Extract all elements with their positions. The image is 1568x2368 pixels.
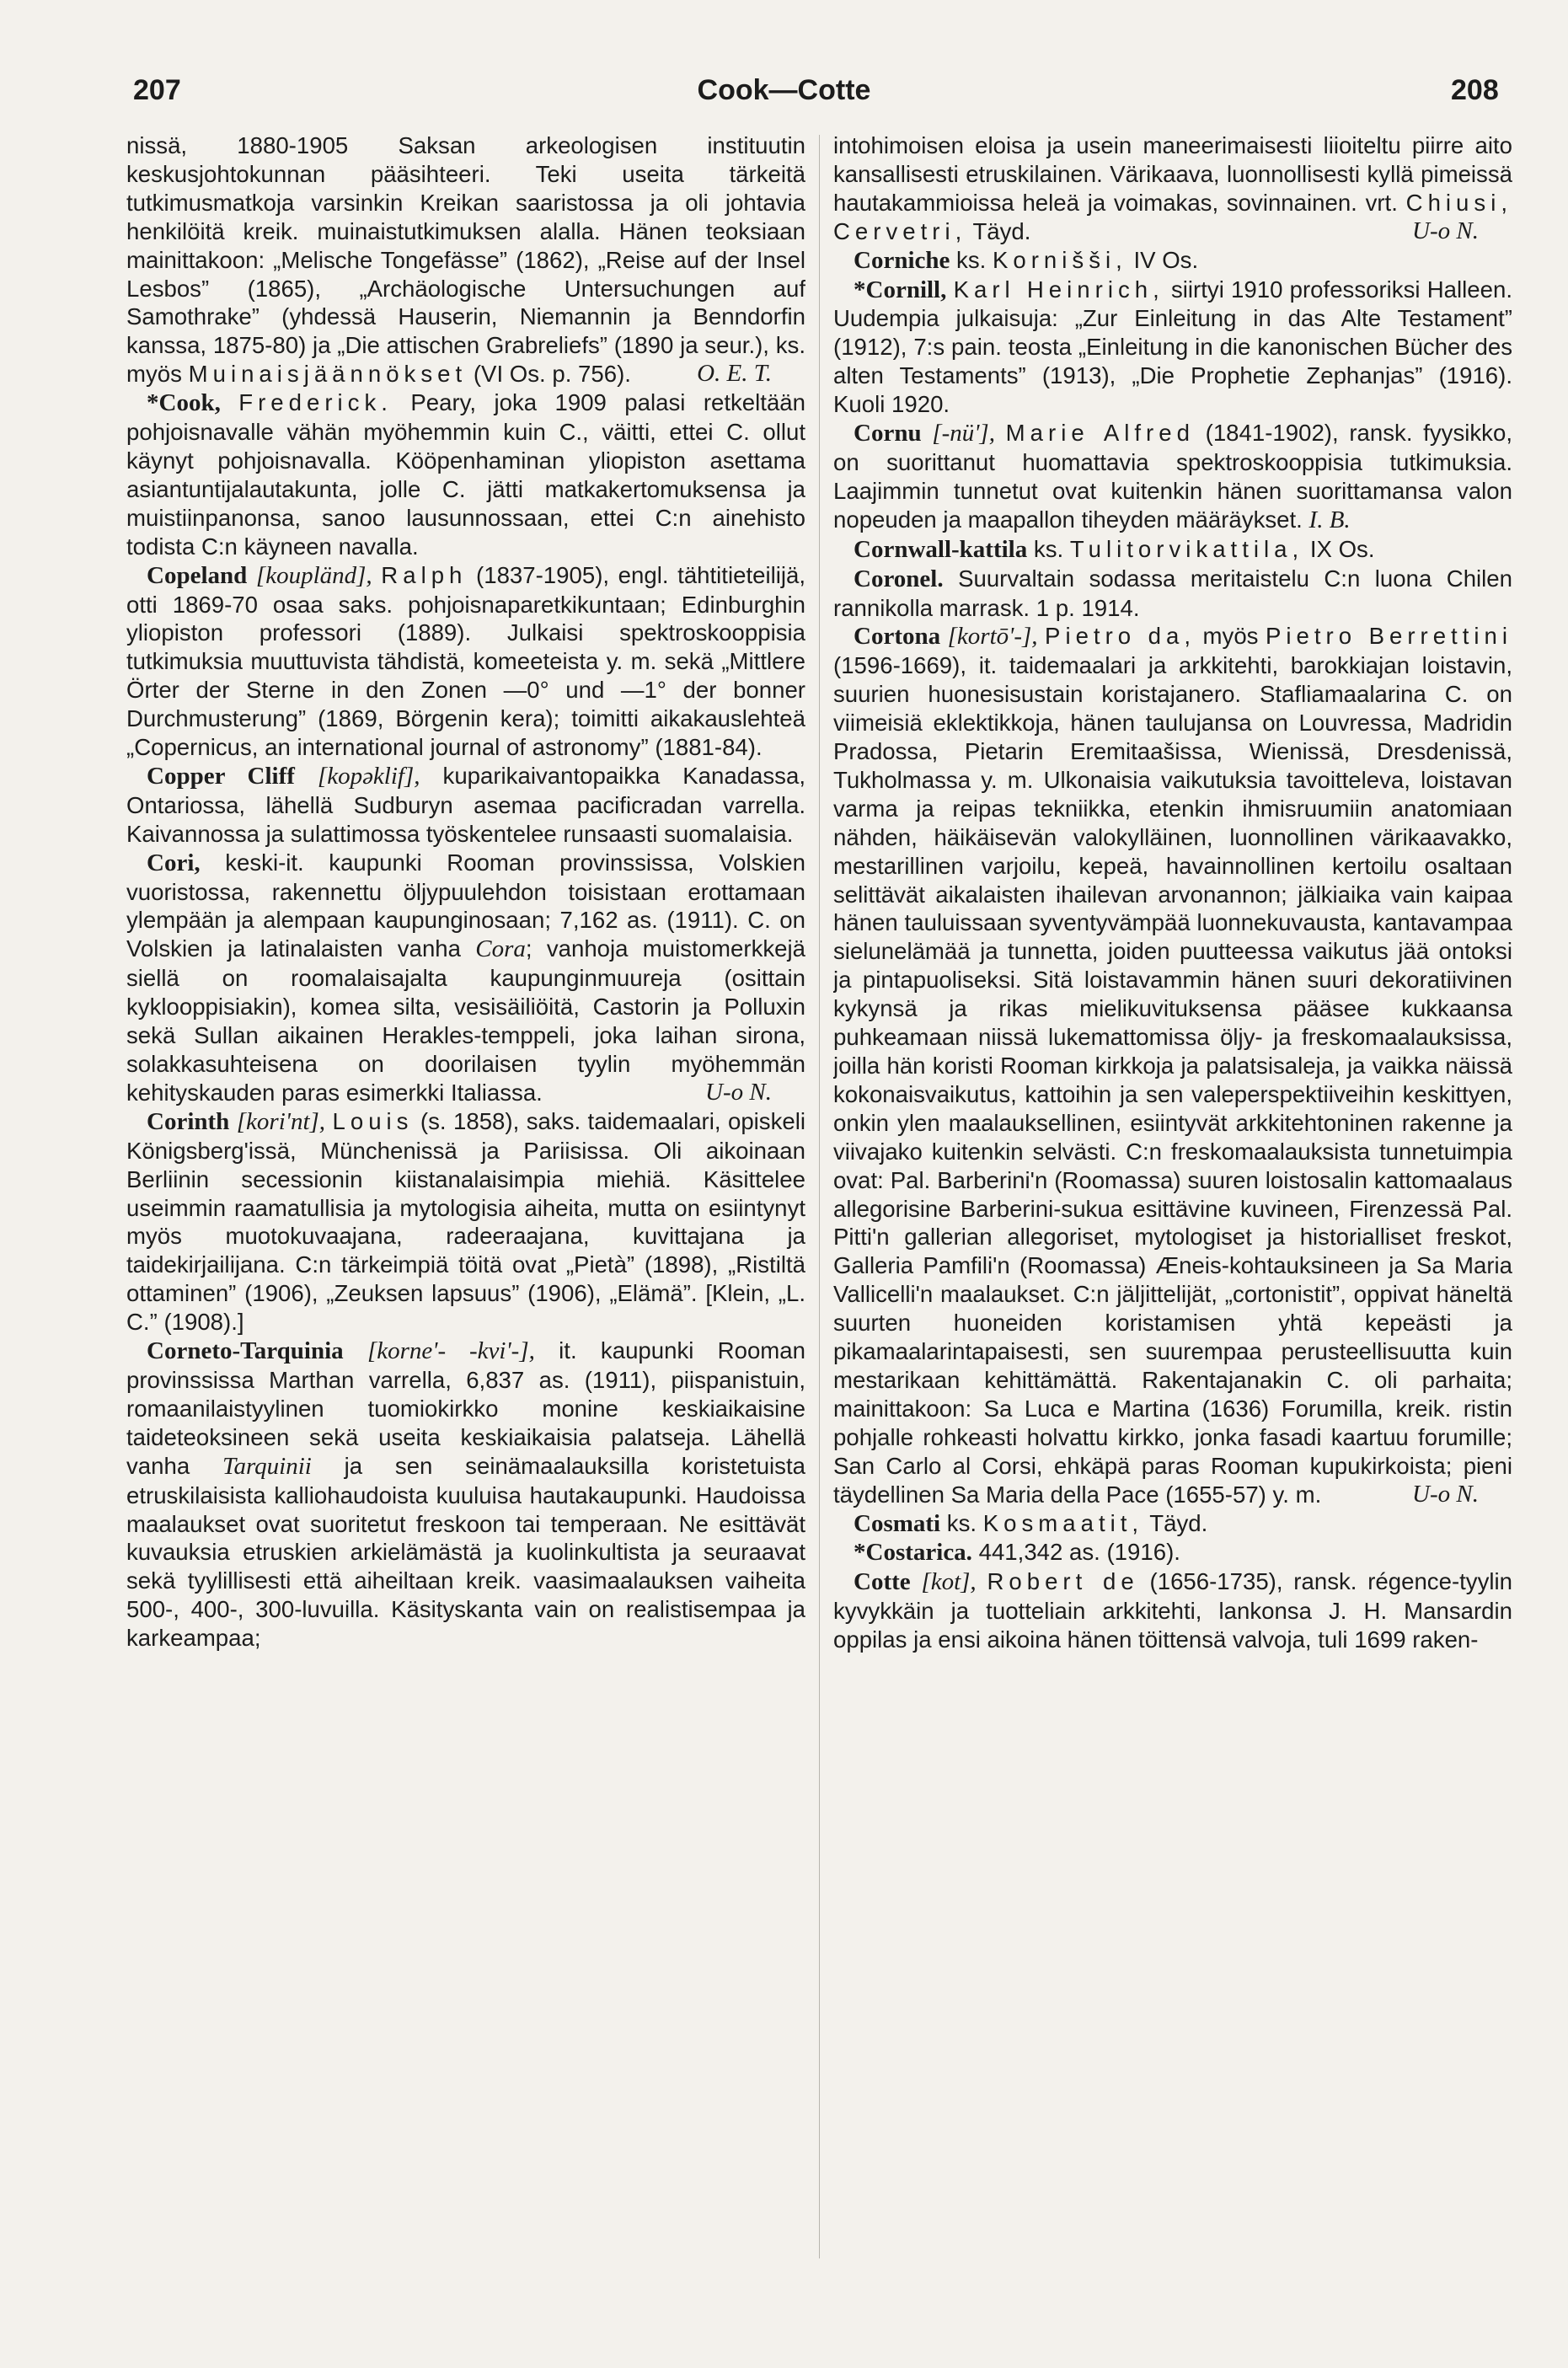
entry-cori: Cori, keski-it. kaupunki Rooman provinssissa, Volskien vuoristossa, rakennettu öljypuulehdon toisistaan erottamaan ylempään ja alempaan kaupunginosaan; 7,162 as. (1911). C. on Volskien ja latinalaisten vanha Cora; vanhoja muistomerkkejä siellä on roomalaisajalta kaupunginmuureja (osittain kyklooppisiakin), komea silta, vesisäiliöitä, Castorin ja Polluxin sekä Sullan aikainen Herakles-temppeli, joka laihan sirona, solakkasuhteisena on doorilaisen tyylin myöhemmän kehityskauden paras esimerkki Italiassa. U-o N. <box>126 849 805 1106</box>
entry-cotte: Cotte [kot], Robert de (1656-1735), ransk. régence-tyylin kyvykkäin ja tuotteliain arkkitehti, lankonsa J. H. Mansardin oppilas ja ensi aikoina hänen töittensä valvoja, tuli 1699 raken- <box>833 1568 1512 1653</box>
headword: Copeland <box>147 561 248 589</box>
headword: Cori, <box>147 849 201 876</box>
entry-copper-cliff: Copper Cliff [kopəklif], kuparikaivantopaikka Kanadassa, Ontariossa, lähellä Sudburyn asemaa pacificradan varrella. Kaivannossa ja sulattimossa työskentelee runsaasti suomalaisia. <box>126 762 805 847</box>
headword: Cortona <box>854 623 941 651</box>
entry-cornu: Cornu [-nü'], Marie Alfred (1841-1902), ransk. fyysikko, on suorittanut huomattavia spektroskooppisia tutkimuksia. Laajimmin tunnetut ovat kuitenkin hänen suorittamansa valon nopeuden ja maapallon tiheyden määräykset. I. B. <box>833 420 1512 533</box>
headword: Cornwall-kattila <box>854 535 1028 563</box>
author-signature: U-o N. <box>1412 1480 1479 1508</box>
entry-coronel: Coronel. Suurvaltain sodassa meritaistelu C:n luona Chilen rannikolla marrask. 1 p. 1914. <box>833 565 1512 621</box>
entry-corneto-tarquinia: Corneto-Tarquinia [korne'- -kvi'-], it. kaupunki Rooman provinssissa Marthan varrella, 6,837 as. (1911), piispanistuin, romaanilaistyylinen tuomiokirkko monine keskiaikaisine taideteoksineen sekä useita keskiaikaisia palatseja. Lähellä vanha Tarquinii ja sen seinämaalauksilla koristetuista etruskilaisista kalliohaudoista kuuluisa hautakaupunki. Haudoissa maalaukset ovat suoritetut freskoon tai temperaan. Ne esittävät kuvauksia etruskien arkielämästä ja kuolinkultista ja seuraavat sekä tyylillisesti että aiheiltaan kreik. vaasimaalauksen vaiheita 500-, 400-, 300-luvuilla. Käsityskanta vain on realistisempaa ja karkeampaa; <box>126 1337 805 1652</box>
headword: Cosmati <box>854 1509 941 1537</box>
entry-conze-continued: nissä, 1880-1905 Saksan arkeologisen instituutin keskusjohtokunnan pääsihteeri. Teki useita tärkeitä tutkimusmatkoja varsinkin Kreikan saaristossa ja oli johtavia henkilöitä kreik. muinaistutkimuksen alalla. Hänen teoksiaan mainittakoon: „Melische Tongefässe” (1862), „Reise auf der Insel Lesbos” (1865), „Archäologische Untersuchungen auf Samothrake” (yhdessä Hauserin, Niemannin ja Benndorfin kanssa, 1875-80) ja „Die attischen Grabreliefs” (1890 ja seur.), ks. myös Muinaisjäännökset (VI Os. p. 756). O. E. T. <box>126 132 805 388</box>
page-number-right: 208 <box>1451 74 1499 106</box>
headword: Coronel. <box>854 565 944 592</box>
headword: *Cornill, <box>854 276 947 303</box>
column-divider <box>819 135 820 2258</box>
entry-cook: *Cook, Frederick. Peary, joka 1909 palasi retkeltään pohjoisnavalle vähän myöhemmin kuin C., väitti, ettei C. ollut käynyt pohjoisnavalla. Kööpenhaminan yliopiston asettama asiantuntijalautakunta, jolle C. jätti matkakertomuksensa ja muistiinpanonsa, sanoo lausunnossaan, ettei C:n ainehisto todista C:n käyneen navalla. <box>126 389 805 560</box>
headword: *Costarica. <box>854 1539 972 1567</box>
entry-cornwall-kattila: Cornwall-kattila ks. Tulitorvikattila, IX Os. <box>854 535 1375 563</box>
entry-corneto-continued: intohimoisen eloisa ja usein maneerimaisesti liioiteltu piirre aito kansallisesti etruskilainen. Värikaava, luonnollisesti kyllä pimeissä hautakammioissa heleä ja voimakas, sovinnainen. vrt. Chiusi, Cervetri, Täyd. U-o N. <box>833 132 1512 244</box>
author-signature: O. E. T. <box>697 360 772 388</box>
author-signature: I. B. <box>1308 506 1351 533</box>
left-column <box>126 131 805 2289</box>
entry-cortona: Cortona [kortō'-], Pietro da, myös Pietro Berrettini (1596-1669), it. taidemaalari ja arkkitehti, barokkiajan loistavin, suurien huonesisustain koristajanero. Stafliamaalarina C. on viimeisiä eklektikkoja, hänen taulujansa on Louvressa, Madridin Pradossa, Pietarin Eremitaašissa, Wienissä, Dresdenissä, Tukholmassa y. m. Ulkonaisia vaikutuksia tavoitteleva, loistavan varma ja reipas tekniikka, etenkin ihmisruumiin anatomiaan nähden, häikäisevän valokylläinen, luonnollinen värikaavakko, mestarillinen varjoilu, kepeä, havainnollinen kertoilu osaltaan selittävät aikalaisten ihailevan arvonannon; jälkiaika vain kaipaa hänen tauluissaan syventyvämpää luonnekuvausta, kantavampaa sielunelämää ja tunnetta, joiden puutteessa vaikutus jää ontoksi ja pintapuoliseksi. Sitä loistavammin hänen suuri dekoratiivinen kykynsä ja rikas mielikuvituksensa pääsee kukkaansa puhkeamaan niissä lukemattomissa öljy- ja freskomaalauksissa, joilla hän koristi Rooman kirkkoja ja palatsisaleja, ja vaikka näissä kokonaisvaikutus, kattoihin ja sen valeperspektiiveihin keskittyen, onkin ylen maalauksellinen, esiintyvät arkkitehtoninen rakenne ja viivajako kuitenkin selvästi. C:n freskomaalauksista tunnetuimpia ovat: Pal. Barberini'n (Roomassa) suuren loistosalin kattomaalaus allegorisine Barberini-sukua esittävine kuvineen, Firenzessä Pal. Pitti'n gallerian allegoriset, mytologiset ja historialliset freskot, Galleria Pamfili'n (Roomassa) Æneis-kohtauksineen ja Sa Maria Vallicelli'n maalaukset. C:n jäljittelijät, „cortonistit”, oppivat häneltä suurten huoneiden koristamisen yhtä kepeästi ja pikamaalarintapaisesti, sen suurempaa perusteellisuutta kuin mestarikaan kehittämättä. Rakentajanakin C. oli parhaita; mainittakoon: Sa Luca e Martina (1636) Forumilla, kreik. ristin pohjalle rohkeasti holvattu kirkko, jonka fasadi kaartuu forumille; San Carlo al Corsi, ehkäpä paras Rooman kupukirkoista; pieni täydellinen Sa Maria della Pace (1655-57) y. m. U-o N. <box>833 623 1512 1508</box>
headword: *Cook, <box>147 389 221 417</box>
author-signature: U-o N. <box>705 1078 772 1106</box>
entry-corniche: Corniche ks. Kornišši, IV Os. <box>854 246 1199 274</box>
headword: Cornu <box>854 420 922 447</box>
running-head: Cook—Cotte <box>697 74 871 106</box>
headword: Corinth <box>147 1107 230 1135</box>
entry-copeland: Copeland [koupländ], Ralph (1837-1905), engl. tähtitieteilijä, otti 1869-70 osaa saks. pohjoisnaparetkikuntaan; Edinburghin yliopiston professori (1889). Julkaisi spektroskooppisia tutkimuksia muuttuvista tähdistä, komeeteista y. m. sekä „Mittlere Örter der Sterne in den Zonen —0° und —1° der bonner Durchmusterung” (1869, Börgenin kera); toimitti aikakauslehteä „Copernicus, an international journal of astronomy” (1881-84). <box>126 561 805 761</box>
entry-cosmati: Cosmati ks. Kosmaatit, Täyd. <box>854 1509 1208 1537</box>
headword: Cotte <box>854 1568 911 1596</box>
page-number-left: 207 <box>133 74 181 106</box>
entry-corinth: Corinth [kori'nt], Louis (s. 1858), saks. taidemaalari, opiskeli Königsberg'issä, Münchenissä ja Pariisissa. Oli aikoinaan Berliinin secessionin kiistanalaisimpia miehiä. Käsittelee useimmin raamatullisia ja mytologisia aiheita, mutta on esiintynyt myös muotokuvaajana, radeeraajana, kuvittajana ja taidekirjailijana. C:n tärkeimpiä töitä ovat „Pietà” (1898), „Ristiltä ottaminen” (1906), „Zeuksen lapsuus” (1906), „Elämä”. [Klein, „L. C.” (1908).] <box>126 1107 805 1336</box>
headword: Copper Cliff <box>147 762 295 790</box>
entry-cornill: *Cornill, Karl Heinrich, siirtyi 1910 professoriksi Halleen. Uudempia julkaisuja: „Zur Einleitung in das Alte Testament” (1912), 7:s pain. teosta „Einleitung in die kanonischen Bücher des alten Testaments” (1913), „Die Prophetie Zephanjas” (1916). Kuoli 1920. <box>833 276 1512 418</box>
author-signature: U-o N. <box>1412 217 1479 244</box>
entry-costarica: *Costarica. 441,342 as. (1916). <box>854 1539 1180 1567</box>
right-column <box>833 131 1512 2289</box>
headword: Corneto-Tarquinia <box>147 1337 344 1365</box>
headword: Corniche <box>854 246 950 274</box>
